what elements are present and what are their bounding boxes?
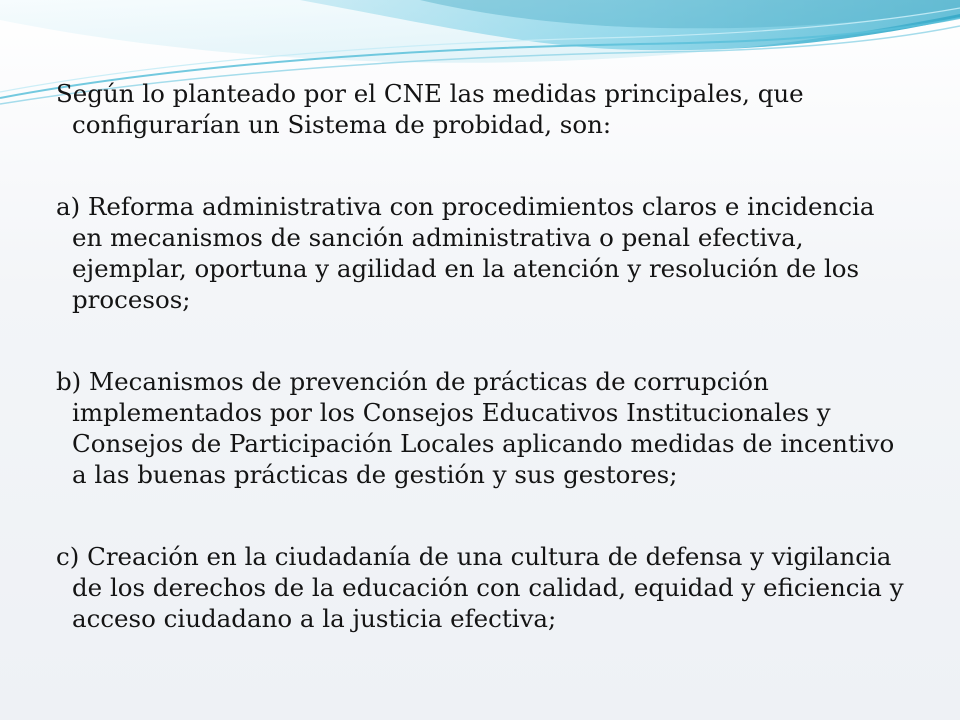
- item-a-paragraph: a) Reforma administrativa con procedimientos claros e incidencia en mecanismos de sanción administrativa o penal efectiva, ejemplar, oportuna y agilidad en la atención y resolución de los procesos;: [56, 192, 875, 314]
- item-c-paragraph: c) Creación en la ciudadanía de una cultura de defensa y vigilancia de los derechos de la educación con calidad, equidad y eficiencia y acceso ciudadano a la justicia efectiva;: [56, 542, 904, 633]
- intro-paragraph: Según lo planteado por el CNE las medidas principales, que configurarían un Sistema de probidad, son:: [56, 79, 804, 139]
- slide-content: [56, 78, 906, 634]
- item-b-paragraph: b) Mecanismos de prevención de prácticas de corrupción implementados por los Consejos Educativos Institucionales y Consejos de Participación Locales aplicando medidas de incentivo a las buenas prácticas de gestión y sus gestores;: [56, 367, 895, 489]
